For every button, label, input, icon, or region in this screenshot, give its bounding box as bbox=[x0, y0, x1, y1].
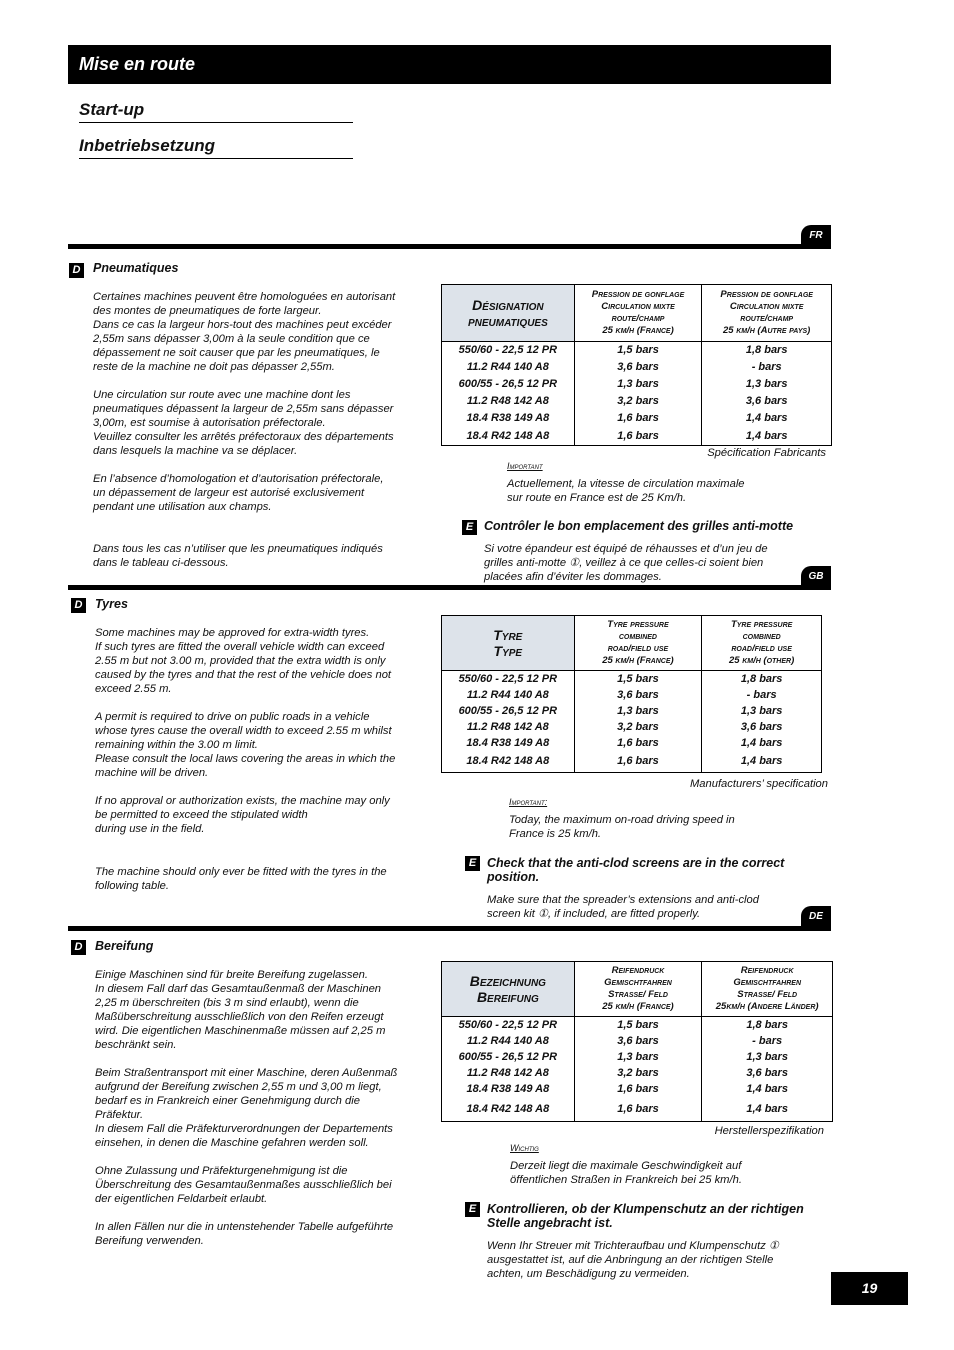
gb-para-2: A permit is required to drive on public roads in a vehicle whose tyres cause the overall width to exceed 2.55 m whilst remaining within the 3.00 m limit. Please consult the local laws covering the areas in which the machine will be driven. bbox=[95, 711, 396, 779]
spec-caption-gb: Manufacturers’ specification bbox=[689, 778, 828, 790]
spec-caption-fr: Spécification Fabricants bbox=[707, 447, 826, 459]
table-row bbox=[442, 410, 832, 427]
chapter-banner: Mise en route bbox=[68, 45, 831, 84]
table-row bbox=[442, 703, 822, 719]
pressure-value: 3,6 bars bbox=[574, 359, 702, 376]
gb-para-1: Some machines may be approved for extra-width tyres. If such tyres are fitted the overall vehicle width can exceed 2.55 m but not 3.00 m, provided that the extra width is only caused by the tyres and that the rest of the vehicle does not exceed 2.55 m. bbox=[95, 627, 392, 695]
subtitle-de: Inbetriebsetzung bbox=[79, 136, 353, 159]
note-text-gb: Today, the maximum on-road driving speed in France is 25 km/h. bbox=[509, 814, 735, 840]
pressure-value: 1,3 bars bbox=[702, 1049, 833, 1065]
de-para-1: Einige Maschinen sind für breite Bereifung zugelassen. In diesem Fall darf das Gesamtaußenmaß der Maschinen 2,25 m überschreiten (bis 3 m sind erlaubt), wenn die Maßüberschreitung ausschließlich von den Reifen erzeugt wird. Die eigentlichen Maschinenmaße müssen auf 2,25 m beschränkt sein. bbox=[95, 969, 386, 1051]
table-row bbox=[442, 393, 832, 410]
note-text-de: Derzeit liegt die maximale Geschwindigkeit auf öffentlichen Straßen in Frankreich bei 25 km/h. bbox=[510, 1160, 742, 1186]
e-marker-fr: E bbox=[462, 520, 477, 535]
lang-tag-de: DE bbox=[801, 906, 831, 928]
e-text-gb: Make sure that the spreader’s extensions and anti-clod screen kit ①, if included, are fitted properly. bbox=[487, 894, 759, 920]
tyre-table-gb bbox=[441, 615, 822, 773]
tyre-designation: 18.4 R42 148 A8 bbox=[442, 427, 575, 446]
pressure-value: 1,3 bars bbox=[702, 376, 832, 393]
table-header-pressure-france: Reifendruck Gemischtfahren Straße/ Feld 25 km/h (France) bbox=[574, 962, 702, 1017]
section-divider-gb bbox=[68, 585, 831, 590]
fr-para-3: En l’absence d’homologation et d’autorisation préfectorale, un dépassement de largeur est autorisé exclusivement pendant une utilisation aux champs. bbox=[93, 473, 384, 513]
fr-para-1: Certaines machines peuvent être homologuées en autorisant des montes de pneumatiques de forte largeur. Dans ce cas la largeur hors-tout des machines peut excéder 2,55m sans dépasser 3,00m à la seule condition que ce dépassement ne soit causer que par les pneumatiques, le reste de la machine ne doit pas dépasser 2,55m. bbox=[93, 291, 396, 373]
pressure-value: 3,6 bars bbox=[702, 393, 832, 410]
table-row bbox=[442, 735, 822, 751]
tyre-designation: 11.2 R48 142 A8 bbox=[442, 393, 575, 410]
tyre-designation: 11.2 R44 140 A8 bbox=[442, 1033, 575, 1049]
fr-para-4: Dans tous les cas n’utiliser que les pneumatiques indiqués dans le tableau ci-dessous. bbox=[93, 543, 383, 569]
d-marker-gb: D bbox=[71, 598, 86, 613]
section-title-gb: Tyres bbox=[95, 597, 128, 611]
pressure-value: 1,5 bars bbox=[574, 1017, 702, 1033]
tyre-designation: 18.4 R38 149 A8 bbox=[442, 735, 575, 751]
pressure-value: 1,6 bars bbox=[574, 735, 702, 751]
gb-para-3: If no approval or authorization exists, the machine may only be permitted to exceed the stipulated width during use in the field. bbox=[95, 795, 390, 835]
table-row bbox=[442, 359, 832, 376]
pressure-value: 3,6 bars bbox=[574, 1033, 702, 1049]
pressure-value: 1,4 bars bbox=[702, 1081, 833, 1097]
tyre-designation: 11.2 R44 140 A8 bbox=[442, 359, 575, 376]
tyre-table-de bbox=[441, 961, 833, 1122]
tyre-designation: 18.4 R42 148 A8 bbox=[442, 1097, 575, 1122]
pressure-value: - bars bbox=[702, 359, 832, 376]
pressure-value: 1,6 bars bbox=[574, 410, 702, 427]
pressure-value: 1,3 bars bbox=[574, 376, 702, 393]
gb-para-4: The machine should only ever be fitted with the tyres in the following table. bbox=[95, 866, 387, 892]
pressure-value: 1,4 bars bbox=[702, 1097, 833, 1122]
pressure-value: 1,4 bars bbox=[702, 735, 822, 751]
tyre-designation: 550/60 - 22,5 12 PR bbox=[442, 1017, 575, 1033]
table-row bbox=[442, 687, 822, 703]
table-row bbox=[442, 1097, 833, 1122]
table-header-pressure-other: Tyre pressure combined road/field use 25 km/h (other) bbox=[702, 616, 822, 671]
table-row bbox=[442, 1017, 833, 1033]
pressure-value: 3,6 bars bbox=[702, 1065, 833, 1081]
note-label-gb: Important: bbox=[509, 797, 548, 807]
table-row bbox=[442, 1081, 833, 1097]
pressure-value: 1,6 bars bbox=[574, 1097, 702, 1122]
table-row bbox=[442, 719, 822, 735]
table-row bbox=[442, 427, 832, 446]
table-row bbox=[442, 1033, 833, 1049]
pressure-value: 1,8 bars bbox=[702, 342, 832, 359]
lang-tag-gb: GB bbox=[801, 566, 831, 588]
note-text-fr: Actuellement, la vitesse de circulation maximale sur route en France est de 25 Km/h. bbox=[507, 478, 745, 504]
tyre-designation: 11.2 R48 142 A8 bbox=[442, 719, 575, 735]
tyre-designation: 18.4 R42 148 A8 bbox=[442, 751, 575, 773]
pressure-value: 3,6 bars bbox=[702, 719, 822, 735]
tyre-designation: 18.4 R38 149 A8 bbox=[442, 1081, 575, 1097]
pressure-value: 1,6 bars bbox=[574, 751, 702, 773]
subtitle-en: Start-up bbox=[79, 100, 353, 123]
pressure-value: - bars bbox=[702, 687, 822, 703]
table-header-pressure-other: Reifendruck Gemischtfahren Straße/ Feld 25km/h (Andere Länder) bbox=[702, 962, 833, 1017]
e-text-de: Wenn Ihr Streuer mit Trichteraufbau und Klumpenschutz ① ausgestattet ist, auf die Anbringung an der richtigen Stelle achten, um Beschädigung zu vermeiden. bbox=[487, 1240, 779, 1280]
tyre-designation: 550/60 - 22,5 12 PR bbox=[442, 342, 575, 359]
e-marker-de: E bbox=[465, 1202, 480, 1217]
d-marker-fr: D bbox=[69, 263, 84, 278]
tyre-table-fr bbox=[441, 284, 832, 446]
pressure-value: 3,2 bars bbox=[574, 719, 702, 735]
tyre-designation: 11.2 R48 142 A8 bbox=[442, 1065, 575, 1081]
note-label-de: Wichtig bbox=[510, 1143, 539, 1153]
section-divider-fr bbox=[68, 244, 831, 249]
pressure-value: 1,6 bars bbox=[574, 1081, 702, 1097]
lang-tag-fr: FR bbox=[801, 225, 831, 247]
tyre-designation: 600/55 - 26,5 12 PR bbox=[442, 376, 575, 393]
page-number: 19 bbox=[831, 1272, 908, 1305]
table-header-designation: Bezeichnung Bereifung bbox=[442, 962, 575, 1017]
pressure-value: 1,6 bars bbox=[574, 427, 702, 446]
e-title-gb: Check that the anti-clod screens are in the correct position. bbox=[487, 856, 785, 884]
e-marker-gb: E bbox=[465, 856, 480, 871]
table-row bbox=[442, 1049, 833, 1065]
pressure-value: 3,2 bars bbox=[574, 1065, 702, 1081]
table-row bbox=[442, 342, 832, 359]
e-text-fr: Si votre épandeur est équipé de réhausses et d’un jeu de grilles anti-motte ①, veillez à ce que celles-ci soient bien placées afin d’éviter les dommages. bbox=[484, 543, 768, 583]
tyre-designation: 18.4 R38 149 A8 bbox=[442, 410, 575, 427]
table-header-designation: Désignation pneumatiques bbox=[442, 285, 575, 342]
pressure-value: - bars bbox=[702, 1033, 833, 1049]
e-title-de: Kontrollieren, ob der Klumpenschutz an der richtigen Stelle angebracht ist. bbox=[487, 1202, 804, 1230]
pressure-value: 1,3 bars bbox=[702, 703, 822, 719]
pressure-value: 3,6 bars bbox=[574, 687, 702, 703]
table-header-pressure-other: Pression de gonflage Circulation mixte route/champ 25 km/h (Autre pays) bbox=[702, 285, 832, 342]
section-title-fr: Pneumatiques bbox=[93, 261, 179, 275]
table-row bbox=[442, 376, 832, 393]
pressure-value: 1,4 bars bbox=[702, 751, 822, 773]
table-row bbox=[442, 1065, 833, 1081]
tyre-designation: 600/55 - 26,5 12 PR bbox=[442, 703, 575, 719]
spec-caption-de: Herstellerspezifikation bbox=[714, 1125, 824, 1137]
pressure-value: 1,4 bars bbox=[702, 410, 832, 427]
pressure-value: 3,2 bars bbox=[574, 393, 702, 410]
section-title-de: Bereifung bbox=[95, 939, 154, 953]
table-header-pressure-france: Tyre pressure combined road/field use 25 km/h (France) bbox=[574, 616, 702, 671]
tyre-designation: 11.2 R44 140 A8 bbox=[442, 687, 575, 703]
d-marker-de: D bbox=[71, 940, 86, 955]
pressure-value: 1,4 bars bbox=[702, 427, 832, 446]
note-label-fr: Important bbox=[507, 461, 543, 471]
pressure-value: 1,3 bars bbox=[574, 703, 702, 719]
fr-para-2: Une circulation sur route avec une machine dont les pneumatiques dépassent la largeur de 2,55m sans dépasser 3,00m, est soumise à autorisation préfectorale. Veuillez consulter les arrêtés préfectoraux des départements dans lesquels la machine va se déplacer. bbox=[93, 389, 394, 457]
section-divider-de bbox=[68, 926, 831, 931]
pressure-value: 1,8 bars bbox=[702, 1017, 833, 1033]
pressure-value: 1,3 bars bbox=[574, 1049, 702, 1065]
e-title-fr: Contrôler le bon emplacement des grilles anti-motte bbox=[484, 519, 794, 533]
de-para-2: Beim Straßentransport mit einer Maschine, deren Außenmaß aufgrund der Bereifung zwischen 2,55 m und 3,00 m liegt, bedarf es in Frankreich einer Genehmigung durch die Präfektur. In diesem Fall die Präfekturverordnungen der Departements einsehen, in denen die Maschine gefahren werden soll. bbox=[95, 1067, 398, 1149]
pressure-value: 1,5 bars bbox=[574, 671, 702, 687]
table-row bbox=[442, 671, 822, 687]
de-para-4: In allen Fällen nur die in untenstehender Tabelle aufgeführte Bereifung verwenden. bbox=[95, 1221, 394, 1247]
table-header-pressure-france: Pression de gonflage Circulation mixte route/champ 25 km/h (France) bbox=[574, 285, 702, 342]
de-para-3: Ohne Zulassung und Präfekturgenehmigung ist die Überschreitung des Gesamtaußenmaßes ausschließlich bei der eigentlichen Feldarbeit erlaubt. bbox=[95, 1165, 392, 1205]
pressure-value: 1,5 bars bbox=[574, 342, 702, 359]
tyre-designation: 600/55 - 26,5 12 PR bbox=[442, 1049, 575, 1065]
table-header-designation: Tyre Type bbox=[442, 616, 575, 671]
pressure-value: 1,8 bars bbox=[702, 671, 822, 687]
tyre-designation: 550/60 - 22,5 12 PR bbox=[442, 671, 575, 687]
table-row bbox=[442, 751, 822, 773]
